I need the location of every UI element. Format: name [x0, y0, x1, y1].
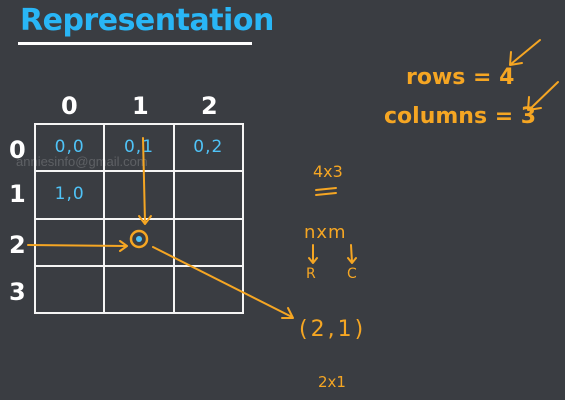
page-title: Representation	[20, 3, 274, 38]
size-note: 2x1	[318, 373, 346, 391]
generic-dimension-note: nxm	[304, 222, 347, 243]
watermark: anniesinfo@gmail.com	[16, 154, 148, 169]
horizontal-arrow	[28, 245, 126, 246]
pointer-arrow	[153, 247, 292, 317]
n-to-r-arrow	[309, 245, 317, 263]
rows-count: rows = 4	[406, 65, 515, 90]
column-header-0: 0	[61, 92, 78, 120]
cell-label: 0,2	[193, 137, 224, 157]
columns-count: columns = 3	[384, 104, 537, 129]
dimension-note: 4x3	[313, 162, 343, 181]
column-header-1: 1	[132, 92, 149, 120]
rows-arrow	[511, 40, 540, 64]
row-header-0: 0	[9, 136, 26, 164]
row-header-3: 3	[9, 278, 26, 306]
m-to-c-arrow	[348, 245, 356, 263]
columns-letter: C	[347, 266, 357, 282]
rows-letter: R	[306, 266, 316, 282]
cell-label: 0,1	[123, 137, 155, 157]
row-header-1: 1	[9, 180, 26, 208]
coordinate-note: (2,1)	[299, 317, 367, 342]
cell-label: 0,0	[54, 137, 85, 157]
column-header-2: 2	[201, 92, 218, 120]
dimension-underline	[316, 188, 336, 195]
row-header-2: 2	[9, 231, 26, 259]
vertical-arrow	[143, 138, 145, 222]
cell-label: 1,0	[54, 184, 85, 205]
